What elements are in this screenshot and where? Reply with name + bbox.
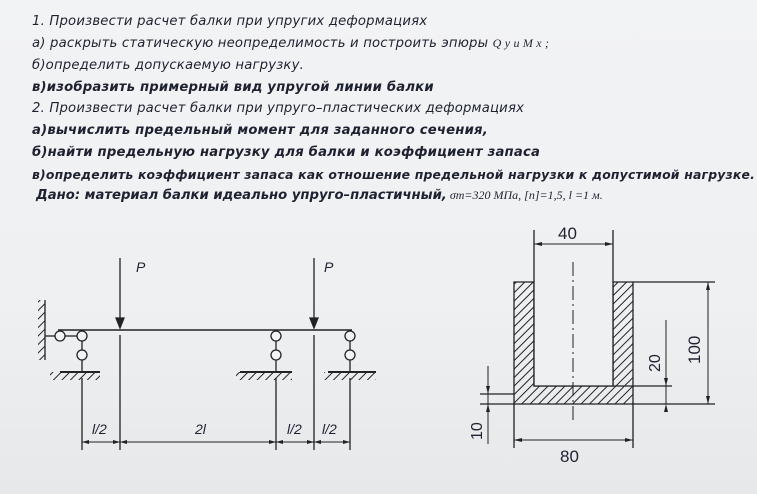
dim4-label: l/2 (322, 421, 337, 437)
height-label: 100 (685, 335, 704, 364)
web-label: 10 (469, 422, 486, 440)
left-link-pin-2 (77, 331, 87, 341)
dim2-label: 2l (195, 421, 206, 437)
support2-top-pin (271, 331, 281, 341)
dim3-label: l/2 (287, 421, 302, 437)
bottom-width-label: 80 (560, 447, 579, 466)
load1-label: P (136, 259, 146, 275)
support2-pin (271, 350, 281, 360)
given-label: Дано: материал балки идеально упруго–пластичный, (36, 188, 447, 203)
task-line-2-suffix: Q y и M x ; (492, 36, 550, 50)
given-values: σт=320 МПа, [n]=1,5, l =1 м. (446, 188, 603, 202)
wall-hatch (38, 300, 45, 360)
flange-label: 20 (647, 354, 664, 372)
task-line-2-text: а) раскрыть статическую неопределимость и построить эпюры (32, 36, 489, 51)
task-line-7: б)найти предельную нагрузку для балки и коэффициент запаса (32, 145, 541, 160)
left-link-pin (55, 331, 65, 341)
task-line-5: 2. Произвести расчет балки при упруго–пластических деформациях (32, 101, 525, 116)
top-width-label: 40 (558, 224, 577, 243)
task-line-8: в)определить коэффициент запаса как отношение предельной нагрузки к допустимой нагрузке. (32, 167, 756, 182)
task-line-3: б)определить допускаемую нагрузку. (32, 58, 304, 73)
task-line-4: в)изобразить примерный вид упругой линии балки (32, 80, 434, 95)
task-line-6: а)вычислить предельный момент для заданного сечения, (32, 123, 488, 138)
dim1-label: l/2 (92, 421, 107, 437)
support3-top-pin (345, 331, 355, 341)
task-line-1: 1. Произвести расчет балки при упругих деформациях (32, 14, 428, 29)
load2-label: P (324, 259, 334, 275)
support1-pin (77, 350, 87, 360)
support3-pin (345, 350, 355, 360)
cross-section (480, 230, 715, 448)
